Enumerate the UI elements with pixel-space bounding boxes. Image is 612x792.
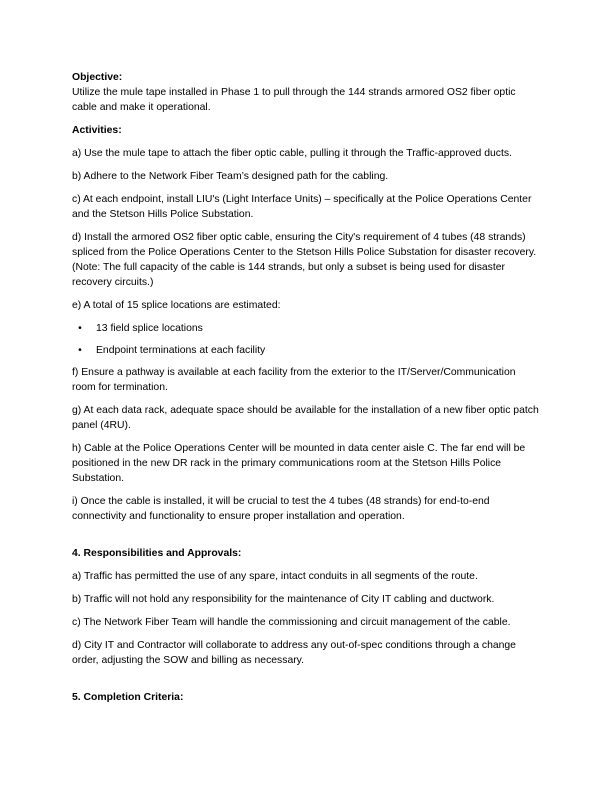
activity-h: h) Cable at the Police Operations Center will be mounted in data center aisle C. The far end will be positioned in the new DR rack in the primary communications room at the Stetson Hills Police Substation. [72,443,526,484]
responsibility-c: c) The Network Fiber Team will handle the commissioning and circuit management of the cable. [72,617,511,628]
list-item-text: 13 field splice locations [96,323,203,334]
activity-c: c) At each endpoint, install LIU's (Light Interface Units) – specifically at the Police Operations Center and the Stetson Hills Police Substation. [72,194,532,220]
activity-f: f) Ensure a pathway is available at each facility from the exterior to the IT/Server/Communication room for termination. [72,367,516,393]
activities-heading: Activities: [72,125,122,136]
objective-heading: Objective: [72,72,123,83]
activity-d: d) Install the armored OS2 fiber optic cable, ensuring the City's requirement of 4 tubes (48 strands) spliced from the Police Operations Center to the Stetson Hills Police Substation for disaster recovery. (Note: The full capacity of the cable is 144 strands, but only a subset is being used for disaster recovery circuits.) [72,232,537,288]
responsibility-d: d) City IT and Contractor will collaborate to address any out-of-spec conditions through a change order, adjusting the SOW and billing as necessary. [72,640,516,666]
list-item-text: Endpoint terminations at each facility [96,345,266,356]
activity-g: g) At each data rack, adequate space should be available for the installation of a new fiber optic patch panel (4RU). [72,405,539,431]
completion-heading: 5. Completion Criteria: [72,692,184,703]
bullet-icon: • [78,345,82,356]
bullet-icon: • [78,323,82,334]
activity-b: b) Adhere to the Network Fiber Team’s designed path for the cabling. [72,171,389,182]
objective-text: Utilize the mule tape installed in Phase 1 to pull through the 144 strands armored OS2 fiber optic cable and make it operational. [72,87,516,113]
activity-a: a) Use the mule tape to attach the fiber optic cable, pulling it through the Traffic-approved ducts. [72,148,512,159]
splice-locations-list [72,321,542,358]
activity-i: i) Once the cable is installed, it will be crucial to test the 4 tubes (48 strands) for end-to-end connectivity and functionality to ensure proper installation and operation. [72,496,490,522]
document-page [72,70,542,713]
list-item [72,343,542,358]
responsibility-a: a) Traffic has permitted the use of any spare, intact conduits in all segments of the route. [72,571,478,582]
responsibility-b: b) Traffic will not hold any responsibility for the maintenance of City IT cabling and ductwork. [72,594,495,605]
responsibilities-heading: 4. Responsibilities and Approvals: [72,548,242,559]
activity-e: e) A total of 15 splice locations are estimated: [72,300,281,311]
list-item [72,321,542,336]
